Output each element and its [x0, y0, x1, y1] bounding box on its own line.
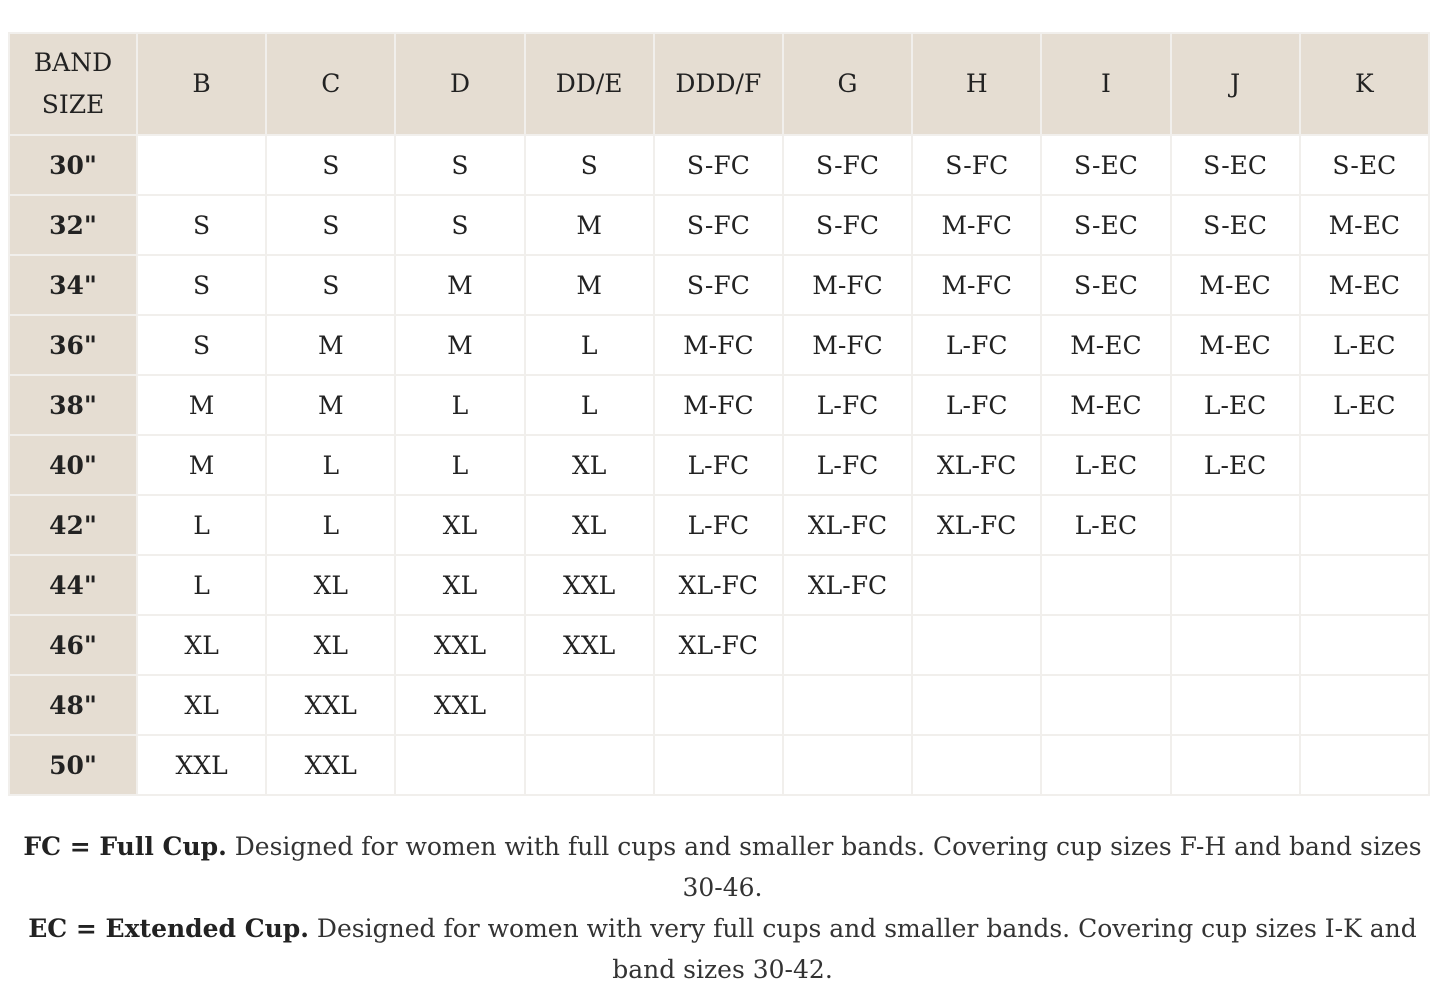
table-row [9, 195, 1429, 255]
size-cell: L [266, 495, 395, 555]
size-cell: S [266, 195, 395, 255]
size-cell: M-FC [654, 315, 783, 375]
size-cell: M-FC [783, 255, 912, 315]
size-cell: M-EC [1300, 255, 1429, 315]
size-cell [1041, 555, 1170, 615]
size-cell: S-EC [1041, 135, 1170, 195]
cup-header: DD/E [525, 33, 654, 135]
size-cell: L-EC [1171, 435, 1300, 495]
full-cup-description: Designed for women with full cups and smaller bands. Covering cup sizes F-H and band sizes 30-46. [226, 832, 1422, 902]
cup-header: C [266, 33, 395, 135]
size-cell [783, 615, 912, 675]
size-cell: L-EC [1300, 375, 1429, 435]
size-cell: S-EC [1041, 255, 1170, 315]
bra-size-chart-table [8, 32, 1430, 796]
size-cell: L-FC [654, 495, 783, 555]
size-cell [1171, 615, 1300, 675]
band-size-cell: 38" [9, 375, 137, 435]
table-row [9, 615, 1429, 675]
band-size-cell: 40" [9, 435, 137, 495]
table-header [9, 33, 1429, 135]
size-cell: L-FC [654, 435, 783, 495]
size-cell [525, 675, 654, 735]
size-cell: M-EC [1041, 315, 1170, 375]
size-cell [1300, 495, 1429, 555]
band-size-cell: 44" [9, 555, 137, 615]
size-cell: M-FC [654, 375, 783, 435]
size-cell [1041, 735, 1170, 795]
size-cell: L [395, 435, 524, 495]
size-cell: L [266, 435, 395, 495]
size-cell [912, 735, 1041, 795]
size-cell: XL [525, 435, 654, 495]
size-cell [525, 735, 654, 795]
size-cell: XL-FC [783, 495, 912, 555]
cup-header: H [912, 33, 1041, 135]
size-cell [395, 735, 524, 795]
size-cell: XXL [395, 615, 524, 675]
size-cell: XL [266, 615, 395, 675]
size-cell: S [266, 135, 395, 195]
size-cell: M [266, 375, 395, 435]
size-cell: M [395, 255, 524, 315]
size-cell: S [395, 195, 524, 255]
size-cell: S-FC [783, 195, 912, 255]
size-cell: S [137, 315, 266, 375]
size-cell: L [137, 555, 266, 615]
full-cup-legend [0, 826, 1445, 908]
size-cell [1171, 555, 1300, 615]
size-cell: S [137, 195, 266, 255]
size-cell: S [137, 255, 266, 315]
size-cell: M-EC [1171, 315, 1300, 375]
cup-header: J [1171, 33, 1300, 135]
size-cell: XL-FC [912, 435, 1041, 495]
cup-header: I [1041, 33, 1170, 135]
size-cell: L [525, 375, 654, 435]
size-cell: XL [266, 555, 395, 615]
band-size-cell: 50" [9, 735, 137, 795]
size-cell [654, 735, 783, 795]
size-cell: L [525, 315, 654, 375]
size-cell: L-FC [783, 375, 912, 435]
table-row [9, 255, 1429, 315]
size-cell: M-EC [1171, 255, 1300, 315]
size-cell [783, 735, 912, 795]
size-cell: M [137, 435, 266, 495]
header-row [9, 33, 1429, 135]
size-cell [1171, 675, 1300, 735]
size-cell [1300, 675, 1429, 735]
table-row [9, 315, 1429, 375]
size-cell: XXL [266, 675, 395, 735]
size-cell: L-FC [783, 435, 912, 495]
table-row [9, 555, 1429, 615]
size-cell: S-EC [1300, 135, 1429, 195]
size-cell: S [266, 255, 395, 315]
table-row [9, 675, 1429, 735]
size-cell: M [525, 255, 654, 315]
size-cell: XL-FC [654, 615, 783, 675]
size-cell [1171, 495, 1300, 555]
band-size-cell: 46" [9, 615, 137, 675]
size-cell [912, 675, 1041, 735]
size-cell [912, 555, 1041, 615]
size-cell [137, 135, 266, 195]
size-cell: L-FC [912, 375, 1041, 435]
size-cell: S [395, 135, 524, 195]
size-cell: L-EC [1300, 315, 1429, 375]
size-cell: M-EC [1041, 375, 1170, 435]
table-row [9, 435, 1429, 495]
table-row [9, 495, 1429, 555]
extended-cup-description: Designed for women with very full cups and smaller bands. Covering cup sizes I-K and band sizes 30-42. [308, 914, 1417, 984]
size-cell: M-FC [912, 255, 1041, 315]
size-cell [654, 675, 783, 735]
band-size-cell: 32" [9, 195, 137, 255]
size-cell: L [395, 375, 524, 435]
cup-header: D [395, 33, 524, 135]
size-cell: L-FC [912, 315, 1041, 375]
size-cell: XL [137, 675, 266, 735]
band-size-cell: 36" [9, 315, 137, 375]
size-cell: S [525, 135, 654, 195]
size-cell: S-EC [1171, 135, 1300, 195]
band-header-line2: SIZE [41, 90, 105, 119]
size-cell: S-FC [654, 195, 783, 255]
size-cell: M [266, 315, 395, 375]
cup-header: DDD/F [654, 33, 783, 135]
size-cell: XL-FC [654, 555, 783, 615]
size-cell: S-EC [1041, 195, 1170, 255]
size-cell: XL [137, 615, 266, 675]
size-cell [1041, 675, 1170, 735]
size-cell: S-FC [912, 135, 1041, 195]
size-cell: XXL [137, 735, 266, 795]
size-cell: XL [395, 555, 524, 615]
table-row [9, 735, 1429, 795]
cup-header: K [1300, 33, 1429, 135]
size-cell [1300, 435, 1429, 495]
size-cell: XXL [525, 615, 654, 675]
size-cell [1300, 615, 1429, 675]
table-body [9, 135, 1429, 795]
size-cell: XL [395, 495, 524, 555]
size-cell [912, 615, 1041, 675]
band-size-header [9, 33, 137, 135]
table-row [9, 135, 1429, 195]
size-cell: S-EC [1171, 195, 1300, 255]
band-size-cell: 42" [9, 495, 137, 555]
size-cell [1041, 615, 1170, 675]
size-cell: XXL [266, 735, 395, 795]
size-cell: S-FC [654, 255, 783, 315]
size-cell: L-EC [1041, 495, 1170, 555]
size-cell [1300, 555, 1429, 615]
band-size-cell: 48" [9, 675, 137, 735]
size-cell: M-EC [1300, 195, 1429, 255]
band-size-cell: 34" [9, 255, 137, 315]
size-cell: L-EC [1041, 435, 1170, 495]
size-cell: XXL [395, 675, 524, 735]
size-cell: M [395, 315, 524, 375]
size-cell: M-FC [783, 315, 912, 375]
size-cell [1171, 735, 1300, 795]
cup-header: G [783, 33, 912, 135]
size-cell: S-FC [654, 135, 783, 195]
cup-header: B [137, 33, 266, 135]
size-cell: M-FC [912, 195, 1041, 255]
size-cell [783, 675, 912, 735]
size-cell: L-EC [1171, 375, 1300, 435]
full-cup-term: FC = Full Cup. [23, 832, 227, 861]
size-cell: XL [525, 495, 654, 555]
size-cell: M [137, 375, 266, 435]
band-size-cell: 30" [9, 135, 137, 195]
size-cell: XL-FC [783, 555, 912, 615]
band-header-line1: BAND [33, 48, 113, 77]
size-cell: M [525, 195, 654, 255]
table-row [9, 375, 1429, 435]
size-cell: XL-FC [912, 495, 1041, 555]
size-cell [1300, 735, 1429, 795]
extended-cup-term: EC = Extended Cup. [28, 914, 309, 943]
size-cell: XXL [525, 555, 654, 615]
size-cell: S-FC [783, 135, 912, 195]
size-cell: L [137, 495, 266, 555]
extended-cup-legend [0, 908, 1445, 990]
